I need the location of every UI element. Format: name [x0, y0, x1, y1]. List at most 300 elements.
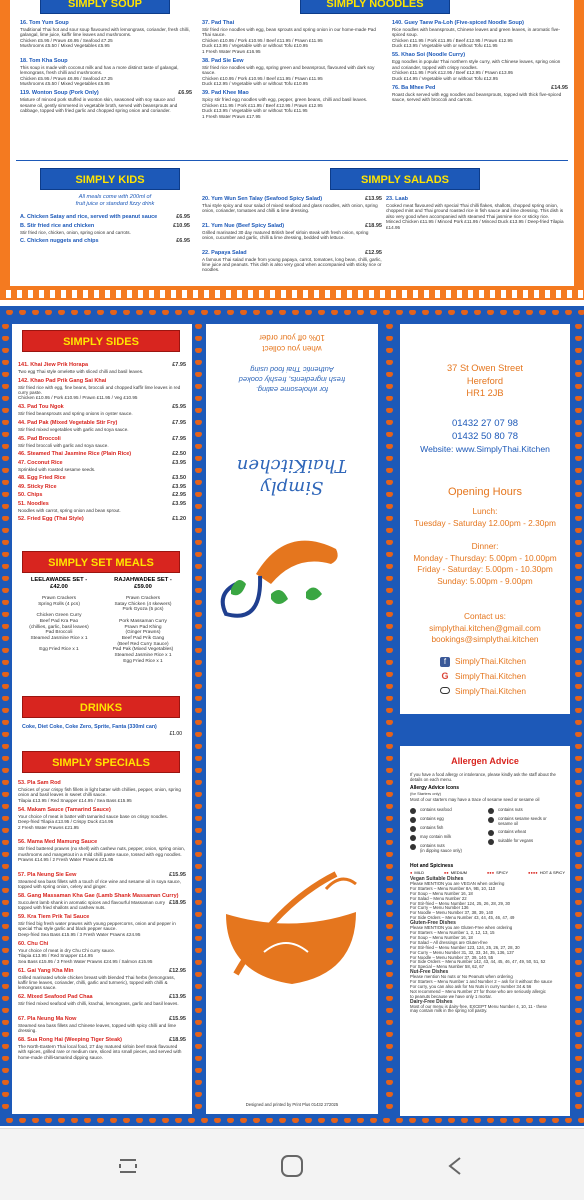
teapot-icon: [575, 1080, 582, 1085]
allergen-row: [410, 808, 486, 814]
teapot-icon: [386, 408, 393, 413]
menu-item-price: £3.95: [172, 500, 186, 507]
teapot-icon: [386, 840, 393, 845]
allergen-icon: [410, 844, 416, 850]
teapot-icon: [2, 420, 9, 425]
teapot-icon: [195, 984, 202, 989]
back-button[interactable]: [436, 1149, 476, 1183]
teapot-icon: [575, 660, 582, 665]
teapot-icon: [552, 310, 559, 315]
teapot-icon: [461, 310, 468, 315]
teapot-icon: [386, 432, 393, 437]
menu-item-price: £18.95: [169, 1036, 186, 1043]
teapot-icon: [575, 924, 582, 929]
teapot-icon: [195, 672, 202, 677]
allergen-icon: [410, 808, 416, 814]
menu-item: [202, 250, 382, 273]
teapot-icon: [422, 1118, 429, 1123]
teapot-icon: [448, 1118, 455, 1123]
facebook-icon: f: [440, 657, 450, 667]
menu-item: [392, 52, 568, 81]
menu-item: [18, 994, 186, 1006]
teapot-icon: [2, 612, 9, 617]
teapot-icon: [575, 624, 582, 629]
teapot-icon: [386, 456, 393, 461]
teapot-icon: [575, 972, 582, 977]
menu-item-desc: Stir fried big fresh water prawns with young peppercorns, onion and pepper in special Thai style garlic and black pepper sauce.: [18, 921, 176, 932]
teapot-icon: [32, 1118, 39, 1123]
teapot-icon: [45, 1118, 52, 1123]
menu-item-price: £13.95: [365, 196, 382, 202]
teapot-icon: [513, 1118, 520, 1123]
teapot-icon: [575, 984, 582, 989]
menu-item-name: 44. Pad Pak (Mixed Vegetable Stir Fry) £7.95: [18, 420, 186, 426]
allergen-intro: If you have a food allergy or intolerance, please kindly ask the staff about the details on each menu.: [410, 772, 556, 782]
allergen-label: contains nuts (in dipping sauce only): [420, 843, 462, 853]
teapot-icon: [19, 1118, 26, 1123]
menu-item-price: £14.95: [551, 84, 568, 91]
allergen-title: Allergen Advice: [451, 756, 519, 766]
teapot-icon: [195, 1080, 202, 1085]
teapot-icon: [292, 1118, 299, 1123]
teapot-icon: [331, 1118, 338, 1123]
teapot-icon: [448, 310, 455, 315]
teapot-icon: [435, 1118, 442, 1123]
teapot-icon: [575, 372, 582, 377]
teapot-icon: [2, 468, 9, 473]
teapot-icon: [195, 972, 202, 977]
teapot-icon: [2, 1032, 9, 1037]
teapot-icon: [253, 310, 260, 315]
menu-item-price: £15.95: [169, 1015, 186, 1022]
teapot-icon: [386, 1104, 393, 1109]
teapot-icon: [195, 792, 202, 797]
social-tripadvisor[interactable]: [440, 684, 570, 699]
middle-column: [206, 324, 378, 1114]
teapot-icon: [195, 912, 202, 917]
noodles-section-right: [392, 20, 568, 160]
teapot-icon: [195, 780, 202, 785]
teapot-icon: [386, 936, 393, 941]
teapot-icon: [578, 1118, 584, 1123]
menu-item-name: 55. Khao Soi (Noodle Curry): [392, 52, 466, 59]
menu-item-price: Deep-fried Tilapia £13.95 / Crispy Duck £14.95 2 Fresh Water Prawns £21.95: [18, 819, 114, 830]
teapot-icon: [2, 804, 9, 809]
allergen-icon: [488, 830, 494, 836]
teapot-icon: [575, 684, 582, 689]
teapot-icon: [195, 492, 202, 497]
logo-text: Simply ThaiKitchen: [236, 455, 348, 498]
teapot-icon: [386, 720, 393, 725]
menu-item: [392, 20, 568, 49]
teapot-icon: [175, 1118, 182, 1123]
menu-item-price: Chicken £11.95 / Pork £11.95 / Beef £12.95 / Prawn £12.95 Duck £13.95 / Vegetable with or without Tofu £11.95 1 Fresh Water Prawn £17.95: [202, 102, 323, 119]
teapot-icon: [214, 1118, 221, 1123]
teapot-icon: [386, 708, 393, 713]
menu-item-desc: Grilled marinated whole chicken breast with blended Thai herbs (lemongrass, kaffir lime leaves, coriander, chilli, garlic and turmeric), topped with chilli & lemongrass sauce.: [18, 974, 175, 991]
teapot-icon: [195, 660, 202, 665]
teapot-icon: [386, 504, 393, 509]
teapot-icon: [136, 1118, 143, 1123]
spicy-label: MILD: [414, 870, 424, 875]
teapot-icon: [149, 310, 156, 315]
teapot-icon: [2, 672, 9, 677]
recent-apps-button[interactable]: [108, 1149, 148, 1183]
promo-line-1: 10% off your order: [259, 333, 325, 342]
teapot-icon: [575, 1092, 582, 1097]
kids-ribbon: SIMPLY KIDS: [40, 168, 180, 190]
teapot-icon: [201, 310, 208, 315]
teapot-icon: [2, 600, 9, 605]
set-b-items: Prawn Crackers Satay Chicken (4 skewers) Pork Gyoza (5 pcs) Pork Massaman Curry Prawn Pad Khing (Ginger Prawns) Beef Pad Prik Gang (Beef Red Curry Sauce) Pad Pak (Mixed Vegetables) Steamed Jasmine Rice x 1 Egg Fried Rice x 1: [112, 596, 174, 664]
menu-item-name: 68. Sua Rong Hai (Weeping Tiger Steak) £18.95: [18, 1036, 186, 1043]
promo: [226, 332, 358, 354]
teapot-icon: [575, 936, 582, 941]
allergen-label: contains seafood: [420, 807, 452, 812]
teapot-icon: [386, 1044, 393, 1049]
teapot-icon: [175, 310, 182, 315]
teapot-icon: [195, 384, 202, 389]
soup-section: [20, 20, 192, 160]
teapot-icon: [195, 708, 202, 713]
teapot-icon: [2, 828, 9, 833]
nut-title: Nut-Free Dishes: [410, 969, 449, 976]
teapot-icon: [195, 840, 202, 845]
allergen-panel: [400, 746, 570, 1116]
menu-item-price: £10.95: [173, 222, 190, 229]
allergen-row: [410, 826, 486, 832]
teapot-icon: [2, 756, 9, 761]
spicy-label: HOT & SPICY: [539, 870, 565, 875]
teapot-icon: [195, 948, 202, 953]
teapot-icon: [386, 420, 393, 425]
drinks-text: Coke, Diet Coke, Coke Zero, Sprite, Fanta (330ml can): [22, 724, 157, 730]
teapot-icon: [195, 336, 202, 341]
vegan-title: Vegan Suitable Dishes: [410, 876, 464, 882]
teapot-icon: [409, 310, 416, 315]
menu-item-price: £7.95: [172, 362, 186, 368]
menu-item-price: Chicken £5.95 / Prawn £6.95 / Seafood £7.25 Mushrooms £5.50 / Mixed Vegetables £5.95: [20, 75, 113, 87]
teapot-icon: [2, 996, 9, 1001]
teapot-icon: [195, 768, 202, 773]
website-link[interactable]: Website: www.SimplyThai.Kitchen: [420, 444, 550, 454]
menu-item-name: A. Chicken Satay and rice, served with peanut sauce £6.95: [20, 214, 190, 220]
teapot-icon: [370, 1118, 377, 1123]
teapot-icon: [84, 310, 91, 315]
teapot-icon: [386, 732, 393, 737]
teapot-icon: [383, 310, 390, 315]
menu-item-desc: Steamed sea bass fillets and Chinese leaves, topped with spicy chilli and lime dressing.: [18, 1022, 177, 1033]
menu-item-price: £6.95: [176, 238, 190, 245]
teapot-icon: [2, 372, 9, 377]
email-1[interactable]: simplythai.kitchen@gmail.com: [429, 622, 541, 633]
menu-item-name: 67. Pla Neung Ma Now £15.95: [18, 1015, 186, 1022]
teapot-icon: [575, 960, 582, 965]
menu-item-price: Minced Chicken £11.95 / Minced Pork £11.95 / Minced Duck £13.95 / Deep-fried Tilapia £14.95: [386, 219, 564, 230]
menu-item: [202, 58, 382, 87]
dairy-body: Most of our menu is dairy-free, EXCEPT Menu Number 4, 10, 11 - these may contain milk in the spring roll pastry.: [410, 1003, 547, 1014]
spicy-label: MEDIUM: [450, 870, 467, 875]
teapot-icon: [71, 1118, 78, 1123]
sides-ribbon: SIMPLY SIDES: [22, 330, 180, 352]
teapot-icon: [2, 684, 9, 689]
teapot-icon: [149, 1118, 156, 1123]
teapot-icon: [195, 516, 202, 521]
home-button[interactable]: [272, 1149, 312, 1183]
teapot-icon: [526, 310, 533, 315]
teapot-icon: [2, 648, 9, 653]
menu-item: [18, 914, 186, 937]
menu-item-price: £5.95: [172, 404, 186, 411]
teapot-icon: [386, 540, 393, 545]
teapot-icon: [195, 1032, 202, 1037]
spoon-logo: [216, 864, 368, 1004]
teapot-icon: [575, 600, 582, 605]
teapot-icon: [386, 684, 393, 689]
hours-title: Opening Hours: [448, 486, 522, 498]
teapot-icon: [575, 504, 582, 509]
teapot-icon: [386, 768, 393, 773]
allergen-icon: [410, 835, 416, 841]
teapot-icon: [195, 528, 202, 533]
teapot-icon: [575, 1008, 582, 1013]
teapot-icon: [386, 1068, 393, 1073]
allergen-label: contains nuts: [498, 807, 523, 812]
teapot-icon: [386, 396, 393, 401]
set-a-items: Prawn Crackers Spring Rolls (4 pcs) Chicken Green Curry Beef Pad Kra Pao (chillies, garlic, basil leaves) Pad Broccoli Steamed Jasmine Rice x 1 Egg Fried Rice x 1: [29, 596, 89, 653]
menu-item-name: 142. Khao Pad Prik Gang Sai Khai: [18, 377, 107, 384]
menu-item-price: Prawns £14.95 / 2 Fresh Water Prawns £21.95: [18, 857, 114, 862]
teapot-icon: [386, 492, 393, 497]
social-google[interactable]: [440, 669, 570, 684]
menu-item: [18, 404, 186, 416]
teapot-icon: [19, 310, 26, 315]
teapot-icon: [2, 540, 9, 545]
teapot-icon: [2, 924, 9, 929]
menu-item-name: 60. Chu Chi: [18, 940, 49, 947]
teapot-icon: [575, 396, 582, 401]
tripadvisor-label: SimplyThai.Kitchen: [455, 686, 527, 696]
teapot-icon: [97, 1118, 104, 1123]
teapot-icon: [279, 1118, 286, 1123]
menu-item-name: 76. Ba Mhee Ped £14.95: [392, 84, 568, 91]
teapot-icon: [195, 372, 202, 377]
teapot-icon: [344, 310, 351, 315]
teapot-icon: [2, 588, 9, 593]
menu-item-desc: Mixture of minced pork stuffed in wonton skin, seasoned with soy sauce and sesame oil, gently simmered in vegetable broth, served with beansprouts and cabbage, topped with fried garlic and chopped spring onion and coriander.: [20, 97, 178, 114]
teapot-icon: [386, 1008, 393, 1013]
teapot-icon: [422, 310, 429, 315]
teapot-icon: [195, 576, 202, 581]
menu-item-name: 58. Gang Massaman Kha Gae (Lamb Shank Massaman Curry) £18.95: [18, 892, 186, 906]
teapot-icon: [386, 828, 393, 833]
phone-2[interactable]: 01432 50 80 78: [451, 430, 519, 442]
teapot-icon: [201, 1118, 208, 1123]
teapot-icon: [386, 444, 393, 449]
menu-item-price: £3.95: [172, 459, 186, 466]
teapot-icon: [195, 444, 202, 449]
allergen-icons-note: Most of our starters may have a trace of sesame seed or sesame oil: [410, 797, 540, 802]
teapot-icon: [575, 888, 582, 893]
teapot-icon: [575, 636, 582, 641]
teapot-icon: [386, 792, 393, 797]
teapot-icon: [58, 1118, 65, 1123]
menu-item-price: £7.95: [172, 435, 186, 442]
teapot-icon: [45, 310, 52, 315]
menu-item-desc: Sprinkled with roasted sesame seeds.: [18, 466, 96, 472]
teapot-icon: [575, 672, 582, 677]
teapot-icon: [195, 408, 202, 413]
teapot-icon: [386, 372, 393, 377]
teapot-icon: [526, 1118, 533, 1123]
chilli-icon: ●: [410, 870, 413, 875]
teapot-icon: [386, 516, 393, 521]
teapot-icon: [2, 816, 9, 821]
teapot-icon: [195, 1020, 202, 1025]
menu-item-price: Tilapia £13.95 / Red Snapper £14.95 Sea Bass £15.95 / 3 Fresh Water Prawns £24.95 / Salmon £15.95: [18, 953, 153, 964]
teapot-icon: [195, 1104, 202, 1109]
teapot-icon: [575, 420, 582, 425]
teapot-icon: [2, 696, 9, 701]
menu-item-price: £1.20: [172, 516, 186, 523]
teapot-icon: [71, 310, 78, 315]
teapot-icon: [195, 864, 202, 869]
menu-item: [18, 807, 186, 830]
set-a-title: LEELAWADEE SET - £42.00: [30, 577, 88, 590]
teapot-icon: [386, 384, 393, 389]
teapot-icon: [188, 1118, 195, 1123]
tagline: [226, 364, 358, 394]
menu-item-price: £2.95: [172, 492, 186, 499]
teapot-icon: [227, 1118, 234, 1123]
kids-section: [20, 214, 190, 274]
android-nav-bar: [0, 1128, 584, 1200]
menu-item-name: 61. Gai Yang Kha Min £12.95: [18, 967, 186, 974]
teapot-icon: [575, 348, 582, 353]
menu-item: [20, 90, 192, 113]
contact: [400, 611, 570, 646]
teapot-icon: [58, 310, 65, 315]
email-2[interactable]: bookings@simplythai.kitchen: [431, 634, 539, 644]
teapot-icon: [195, 1092, 202, 1097]
teapot-icon: [195, 852, 202, 857]
menu-item-price: £18.95: [365, 222, 382, 229]
teapot-icon: [575, 1068, 582, 1073]
menu-item: [20, 58, 192, 87]
teapot-icon: [575, 768, 582, 773]
teapot-icon: [2, 1044, 9, 1049]
menu-item-desc: Two egg Thai style omelette with sliced chilli and basil leaves.: [18, 369, 144, 374]
logo-bowl-icon: [216, 424, 368, 624]
social-fb[interactable]: [440, 654, 570, 669]
teapot-icon: [318, 310, 325, 315]
menu-item-name: 140. Guey Taew Pa-Loh (Five-spiced Noodle Soup): [392, 20, 524, 26]
teapot-icon: [2, 852, 9, 857]
teapot-icon: [2, 876, 9, 881]
contact-title: Contact us:: [464, 611, 506, 621]
allergen-icons-sub: (for Starters only): [410, 791, 441, 796]
menu-item-desc: Traditional Thai hot and sour soup flavoured with lemongrass, coriander, fresh chilli, galangal, lime juice, kaffir lime leaves and mushrooms.: [20, 27, 190, 38]
menu-item-price: £3.50: [172, 475, 186, 482]
phone-1[interactable]: 01432 27 07 98: [451, 418, 519, 429]
teapot-icon: [500, 310, 507, 315]
teapot-icon: [386, 1080, 393, 1085]
menu-item: [18, 1016, 186, 1034]
salads-ribbon: SIMPLY SALADS: [330, 168, 480, 190]
drinks-price: £1.00: [169, 731, 182, 737]
teapot-icon: [575, 432, 582, 437]
menu-item-name: 38. Pad Sie Eew: [202, 58, 244, 64]
teapot-icon: [2, 528, 9, 533]
teapot-icon: [195, 756, 202, 761]
menu-item-price: Chicken £11.95 / Pork £11.95 / Beef £12.95 / Prawn £12.95 Duck £13.95 / Vegetable with or without Tofu £11.95: [392, 37, 513, 49]
menu-item-desc: Cooked meat flavoured with special Thai chilli flakes, shallots, chopped spring onion, chopped mint and Thai ground roasted rice in fish sauce and lime dressing. This dish is also very good when accompanied with steamed Thai jasmine rice or sticky rice.: [386, 203, 564, 219]
teapot-icon: [575, 516, 582, 521]
teapot-icon: [575, 744, 582, 749]
spicy-level: [487, 870, 508, 875]
teapot-icon: [575, 528, 582, 533]
teapot-icon: [575, 612, 582, 617]
teapot-icon: [386, 888, 393, 893]
menu-item-price: £12.95: [169, 967, 186, 974]
menu-item-desc: Stir fried rice noodles with egg, bean sprouts and spring onion in our home-made Pad Thai sauce.: [202, 27, 376, 38]
menu-item-desc: Choices of your crispy fish fillets in light batter with chillies, pepper, onion, spring onion and basil leaves in sweet chilli sauce.: [18, 787, 181, 798]
teapot-icon: [214, 310, 221, 315]
teapot-icon: [195, 684, 202, 689]
menu-item-name: 50. Chips £2.95: [18, 492, 186, 499]
teapot-icon: [386, 1056, 393, 1061]
teapot-icon: [2, 1080, 9, 1085]
menu-item: [202, 223, 382, 241]
spicy-level: [410, 870, 424, 875]
teapot-icon: [2, 960, 9, 965]
teapot-icon: [575, 336, 582, 341]
teapot-icon: [409, 1118, 416, 1123]
teapot-icon: [162, 1118, 169, 1123]
menu-item-price: £13.95: [169, 994, 186, 1001]
menu-item-desc: Stir fried battered prawns (no shell) with cashew nuts, pepper, onion, spring onion, mushrooms and mangetout in a mild chilli paste sauce, tossed with egg noodles.: [18, 846, 185, 857]
teapot-icon: [539, 310, 546, 315]
teapot-icon: [2, 576, 9, 581]
menu-item-name: 62. Mixed Seafood Pad Chaa £13.95: [18, 994, 186, 1001]
teapot-icon: [195, 504, 202, 509]
decor-dots: [0, 290, 584, 298]
teapot-icon: [386, 552, 393, 557]
allergen-icon: [410, 826, 416, 832]
menu-item-name: 39. Pad Khee Mao: [202, 90, 249, 97]
menu-item-name: 48. Egg Fried Rice £3.50: [18, 475, 186, 482]
menu-item: [202, 20, 382, 54]
chilli-icon: ●●●●: [528, 870, 538, 875]
teapot-icon: [575, 816, 582, 821]
teapot-icon: [2, 360, 9, 365]
menu-item: [386, 196, 568, 230]
home-icon: [279, 1153, 305, 1179]
teapot-icon: [195, 720, 202, 725]
teapot-icon: [2, 900, 9, 905]
menu-top-sheet: [10, 0, 574, 286]
teapot-icon: [2, 744, 9, 749]
menu-item: [18, 941, 186, 964]
teapot-icon: [305, 310, 312, 315]
teapot-icon: [2, 984, 9, 989]
menu-item-price: £12.95: [365, 249, 382, 256]
teapot-icon: [575, 588, 582, 593]
menu-item-desc: Your choice of meat in dry Chu Chi curry sauce.: [18, 947, 116, 953]
menu-item-desc: Thai style spicy and sour salad of mixed seafood and glass noodles, with onion, spring onion, coriander, tomatoes and chilli & lime dressing.: [202, 203, 378, 214]
allergen-icon: [488, 839, 494, 845]
menu-item-desc: Stir fried mixed seafood with chilli, krachai, lemongrass, garlic and basil leaves.: [18, 1001, 179, 1007]
